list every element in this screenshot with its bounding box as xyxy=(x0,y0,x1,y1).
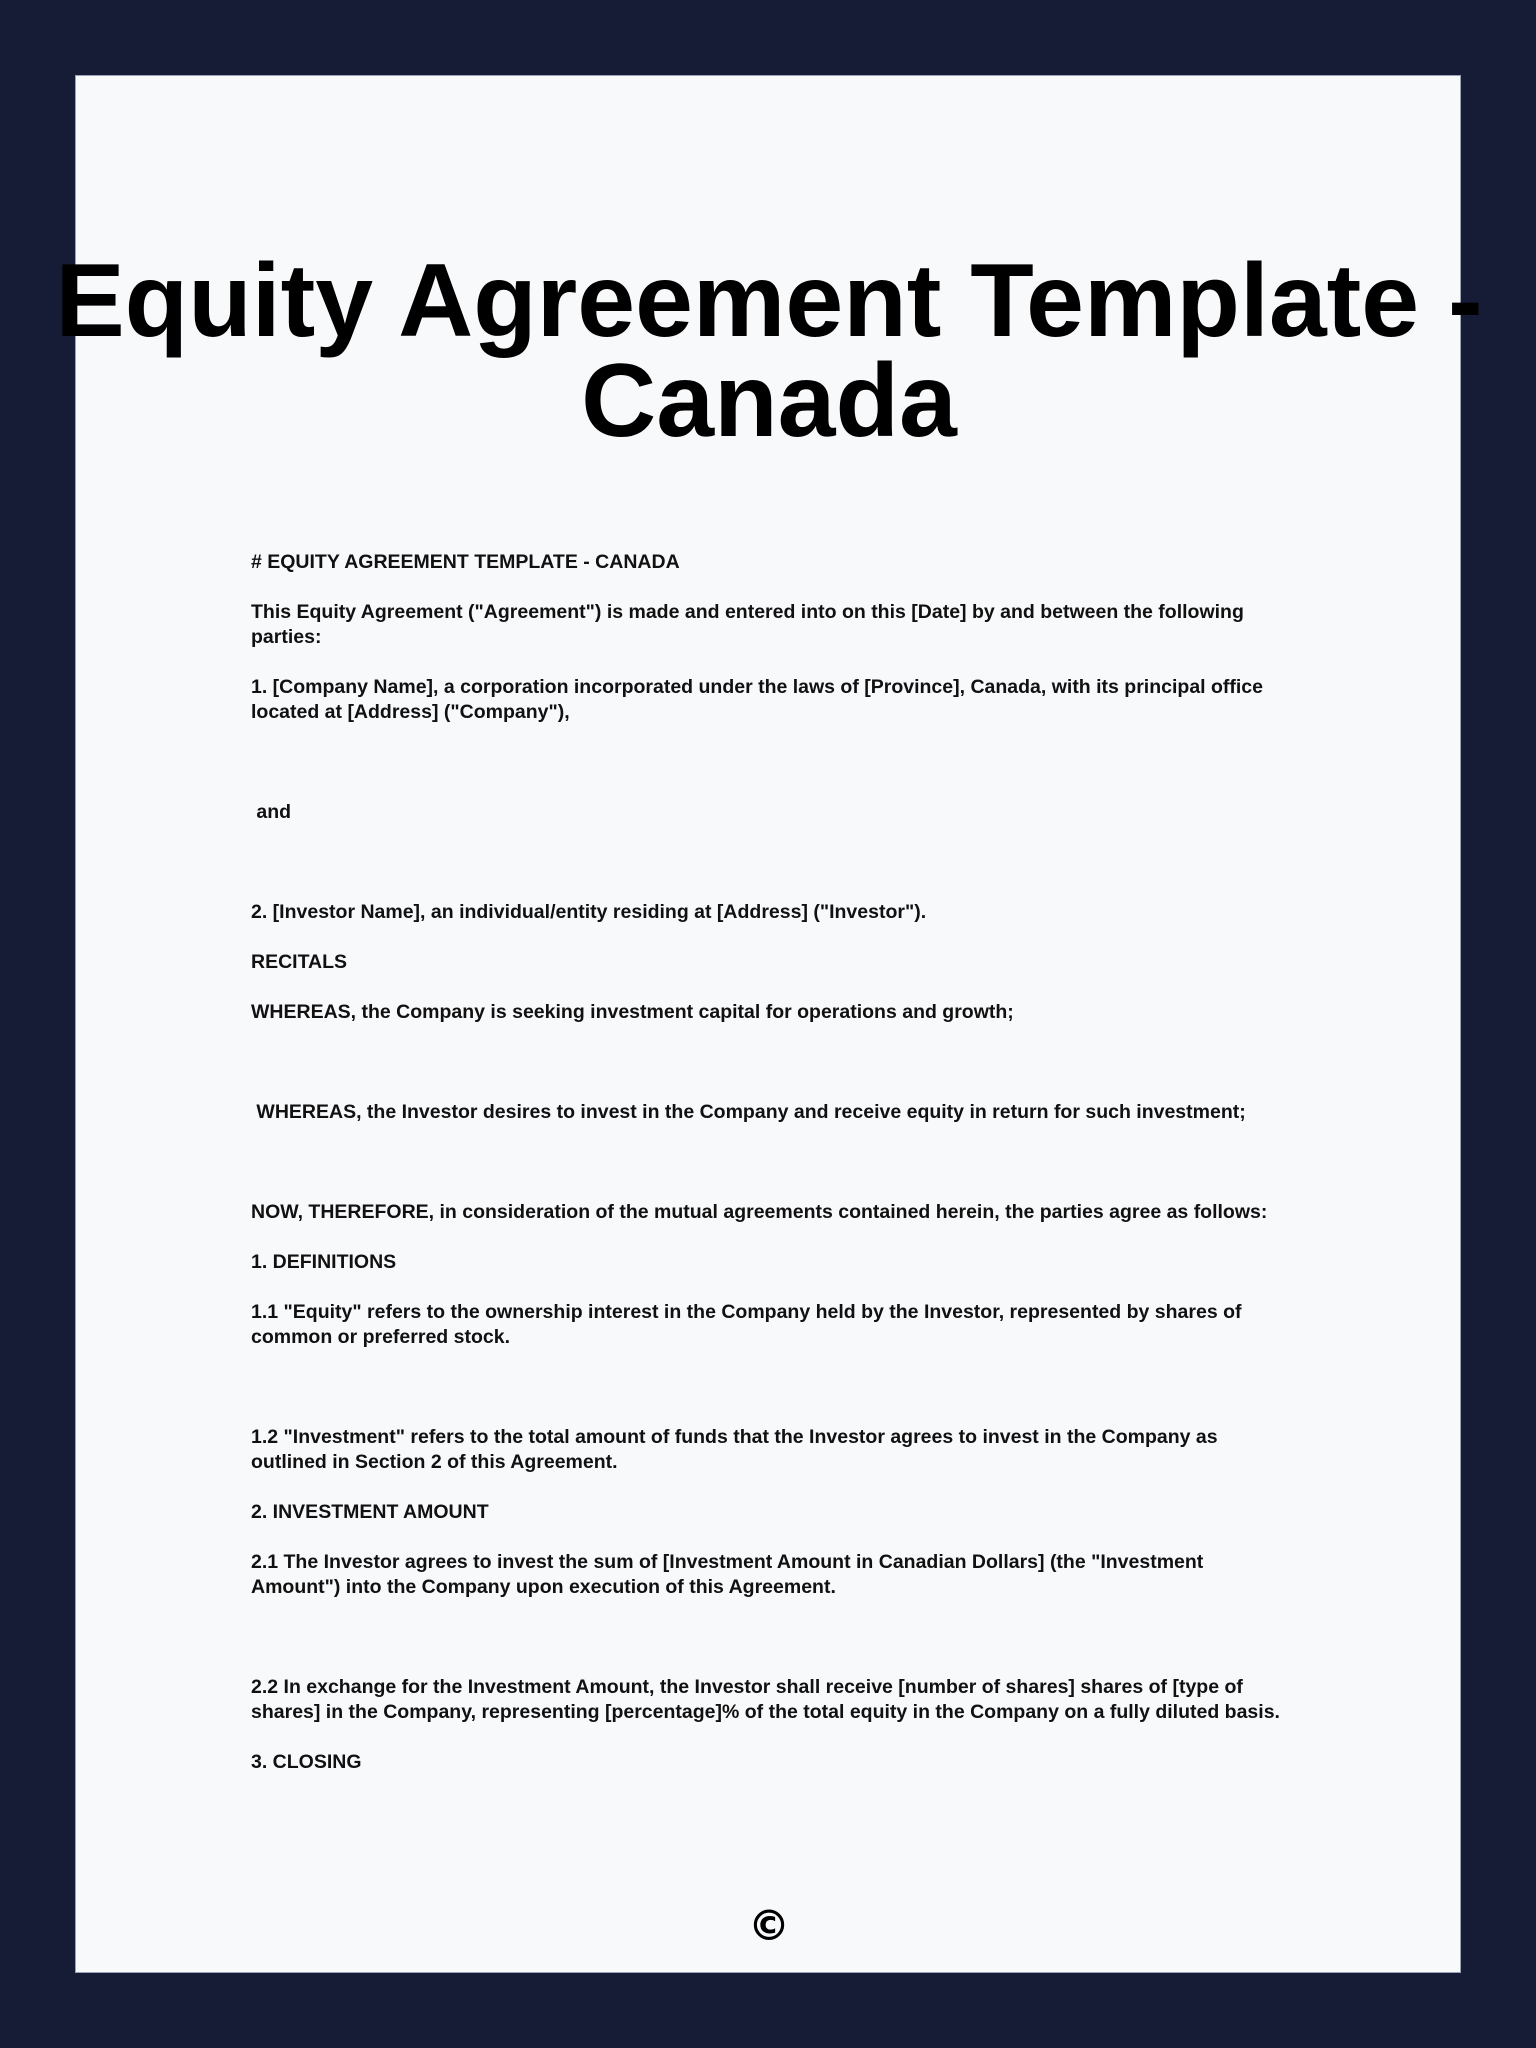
intro-paragraph: This Equity Agreement ("Agreement") is made and entered into on this [Date] by and between the following parties: xyxy=(251,601,1250,648)
document-heading: # EQUITY AGREEMENT TEMPLATE - CANADA xyxy=(251,551,680,573)
section-2-heading: 2. INVESTMENT AMOUNT xyxy=(251,1501,489,1523)
section-2-2: 2.2 In exchange for the Investment Amount, the Investor shall receive [number of shares] shares of [type of shares] in the Company, representing [percentage]% of the total equity in the Company on a fully diluted basis. xyxy=(251,1676,1280,1723)
section-1-2: 1.2 "Investment" refers to the total amount of funds that the Investor agrees to invest in the Company as outlined in Section 2 of this Agreement. xyxy=(251,1426,1224,1473)
recitals-heading: RECITALS xyxy=(251,951,348,973)
document-title: Equity Agreement Template - Canada xyxy=(55,243,1483,459)
section-1-1: 1.1 "Equity" refers to the ownership interest in the Company held by the Investor, represented by shares of common or preferred stock. xyxy=(251,1301,1247,1348)
whereas-clause-2: WHEREAS, the Investor desires to invest in the Company and receive equity in return for such investment; xyxy=(251,1101,1246,1123)
now-therefore-clause: NOW, THEREFORE, in consideration of the mutual agreements contained herein, the parties agree as follows: xyxy=(251,1201,1268,1223)
document-page xyxy=(55,75,1483,1973)
copyright-icon: © xyxy=(748,1901,790,1950)
section-1-heading: 1. DEFINITIONS xyxy=(251,1251,397,1273)
section-2-1: 2.1 The Investor agrees to invest the sum of [Investment Amount in Canadian Dollars] (the "Investment Amount") into the Company upon execution of this Agreement. xyxy=(251,1551,1208,1598)
party-company: 1. [Company Name], a corporation incorporated under the laws of [Province], Canada, with its principal office located at [Address] ("Company"), xyxy=(251,676,1269,723)
and-connector: and xyxy=(251,801,292,823)
section-3-heading: 3. CLOSING xyxy=(251,1751,362,1773)
whereas-clause-1: WHEREAS, the Company is seeking investment capital for operations and growth; xyxy=(251,1001,1014,1023)
document-body xyxy=(251,550,1291,1775)
party-investor: 2. [Investor Name], an individual/entity residing at [Address] ("Investor"). xyxy=(251,901,927,923)
